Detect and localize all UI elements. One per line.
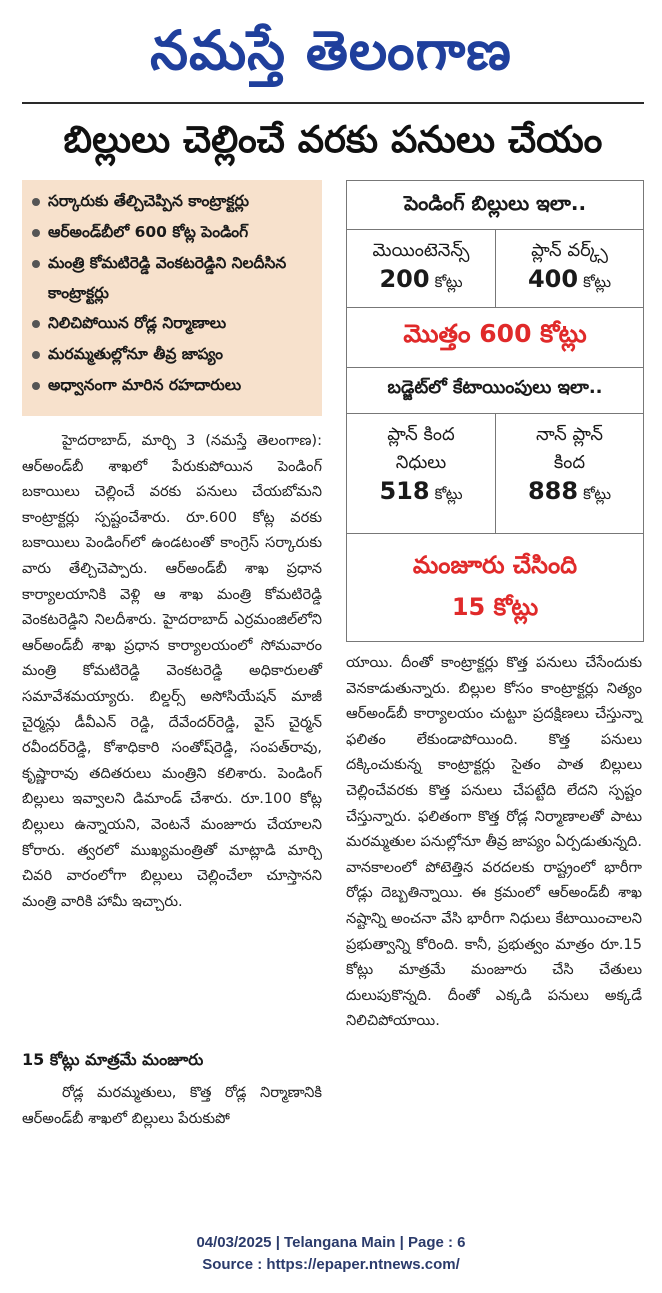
box-title-budget: బడ్జెట్‌లో కేటాయింపులు ఇలా.. — [387, 377, 603, 398]
highlight-item: మంత్రి కోమటిరెడ్డి వెంకటరెడ్డిని నిలదీసిన కాంట్రాక్టర్లు — [30, 248, 314, 308]
bullet-icon — [32, 351, 40, 359]
plan-funds-cell: ప్లాన్ కింద నిధులు 518 కోట్లు — [379, 424, 463, 505]
box-title-pending: పెండింగ్ బిల్లులు ఇలా.. — [403, 191, 587, 215]
article-paragraph: హైదరాబాద్, మార్చి 3 (నమస్తే తెలంగాణ): ఆర్‌అండ్‌బీ శాఖలో పేరుకుపోయిన పెండింగ్ బకాయిలు చెల్లించే వరకు పనులు చేయబోమని కాంట్రాక్టర్లు స్పష్టంచేశారు. రూ.600 కోట్ల వరకు బకాయిలు పెండింగ్‌లో ఉండటంతో కాంగ్రెస్ సర్కారుకు వారు తేల్చిచెప్పారు. ఆర్‌అండ్‌బీ శాఖ ప్రధాన కార్యాలయానికి వెళ్లి ఆ శాఖ మంత్రి కోమటిరెడ్డి వెంకటరెడ్డిని నిలదీశారు. హైదరాబాద్ ఎర్రమంజిల్‌లోని ఆర్‌అండ్‌బీ శాఖ ప్రధాన కార్యాలయంలో సోమవారం మంత్రి కోమటిరెడ్డి వెంకటరెడ్డి అధికారులతో సమావేశమయ్యారు. బిల్డర్స్ అసోసియేషన్ మాజీ చైర్మన్లు డీవీఎన్ రెడ్డి, దేవేందర్‌రెడ్డి, వైస్ చైర్మన్ రవీందర్‌రెడ్డి, కోశాధికారి సంతోష్‌రెడ్డి, సంపత్‌రావు, కృష్ణారావు తదితరులు మంత్రిని కలిశారు. పెండింగ్ బిల్లులు ఇవ్వాలని డిమాండ్ చేశారు. రూ.100 కోట్ల బిల్లులు ఉన్నాయని, వెంటనే మంజూరు చేయాలని కోరారు. త్వరలో ముఖ్యమంత్రితో మాట్లాడి మార్చి చివరి వారంలోగా బిల్లులు చెల్లించేలా చూస్తానని మంత్రి వారికి హామీ ఇచ్చారు. — [22, 432, 322, 910]
subheading: 15 కోట్లు మాత్రమే మంజూరు — [22, 1050, 204, 1069]
plan-works-cell: ప్లాన్ వర్క్స్ 400 కోట్లు — [527, 240, 612, 293]
non-plan-cell: నాన్ ప్లాన్ కింద 888 కోట్లు — [527, 424, 612, 505]
highlight-item: నిలిచిపోయిన రోడ్ల నిర్మాణాలు — [30, 308, 314, 339]
highlight-item: సర్కారుకు తేల్చిచెప్పిన కాంట్రాక్టర్లు — [30, 186, 314, 217]
sanctioned-label: మంజూరు చేసింది — [412, 551, 578, 579]
article-column-left — [22, 428, 322, 914]
footer-date-page: 04/03/2025 | Telangana Main | Page : 6 — [196, 1234, 466, 1251]
bullet-icon — [32, 229, 40, 237]
highlight-item: అధ్వానంగా మారిన రహదారులు — [30, 370, 314, 401]
bullet-icon — [32, 260, 40, 268]
divider — [347, 533, 643, 534]
bullet-icon — [32, 320, 40, 328]
divider — [347, 367, 643, 368]
bullet-icon — [32, 382, 40, 390]
footer-source: Source : https://epaper.ntnews.com/ — [202, 1256, 460, 1273]
headline: బిల్లులు చెల్లించే వరకు పనులు చేయం — [63, 118, 603, 161]
masthead: నమస్తే తెలంగాణ — [150, 19, 512, 82]
divider — [347, 307, 643, 308]
article-paragraph: యాయి. దీంతో కాంట్రాక్టర్లు కొత్త పనులు చేసేందుకు వెనకాడుతున్నారు. బిల్లుల కోసం కాంట్రాక్టర్లు నిత్యం ఆర్‌అండ్‌బీ కార్యాలయం చుట్టూ ప్రదక్షిణలు చేస్తున్నా ఫలితం లేకుండాపోయింది. కొత్త పనులు దక్కించుకున్న కాంట్రాక్టర్లు సైతం పాత బిల్లులు చెల్లించేవరకు కొత్త పనులు చేపట్టేది లేదని స్పష్టం చేస్తున్నారు. ఫలితంగా కొత్త రోడ్ల నిర్మాణాలతో పాటు మరమ్మతుల పనుల్లోనూ తీవ్ర జాప్యం ఏర్పడుతున్నది. వానకాలంలో పోటెత్తిన వరదలకు రాష్ట్రంలో భారీగా రోడ్లు దెబ్బతిన్నాయి. ఈ క్రమంలో ఆర్‌అండ్‌బీ శాఖ నష్టాన్ని అంచనా వేసి భారీగా నిధులు కేటాయించాలని ప్రభుత్వాన్ని కోరింది. కానీ, ప్రభుత్వం మాత్రం రూ.15 కోట్లు మాత్రమే మంజూరు చేసి చేతులు దులుపుకొన్నది. దీంతో ఎక్కడి పనులు అక్కడే నిలిచిపోయాయి. — [346, 654, 642, 1030]
bullet-icon — [32, 198, 40, 206]
total-pending: మొత్తం 600 కోట్లు — [403, 319, 587, 348]
pending-bills-box — [346, 180, 644, 642]
masthead-rule — [22, 102, 644, 104]
highlight-item: ఆర్‌అండ్‌బీలో 600 కోట్ల పెండింగ్ — [30, 217, 314, 248]
article-column-right — [346, 650, 642, 1034]
sanctioned-value: 15 కోట్లు — [451, 593, 539, 621]
article-paragraph: రోడ్ల మరమ్మతులు, కొత్త రోడ్ల నిర్మాణానికి ఆర్‌అండ్‌బీ శాఖలో బిల్లులు పేరుకుపో — [22, 1084, 322, 1127]
maintenance-cell: మెయింటెనెన్స్ 200 కోట్లు — [372, 240, 470, 293]
footer — [0, 1232, 662, 1276]
article-column-left-continued — [22, 1080, 322, 1131]
highlights-box — [22, 180, 322, 416]
highlight-item: మరమ్మతుల్లోనూ తీవ్ర జాప్యం — [30, 339, 314, 370]
